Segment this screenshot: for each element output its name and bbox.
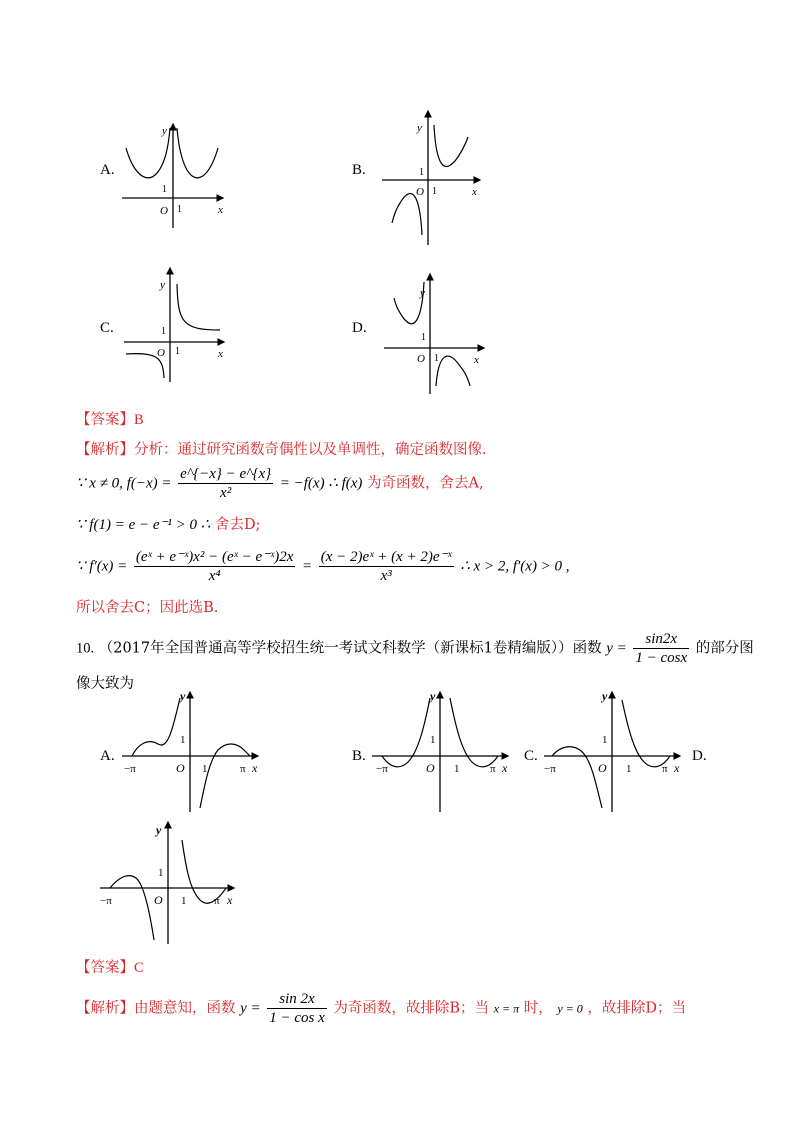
- svg-text:y: y: [156, 823, 162, 837]
- svg-text:x: x: [474, 354, 479, 366]
- svg-text:x: x: [218, 348, 223, 360]
- q9-line3: ∵ f′(x) = $\frac{\text{(eˣ + e⁻ˣ)x² − (eˣ − e⁻ˣ)2x}}{\text{x⁴}}$ = $\frac{\text{(x − 2)eˣ + (x + 2)e⁻ˣ}}{\text{x³}}$ ∴ x > 2, f′(x) > 0 ,: [76, 549, 570, 584]
- svg-text:1: 1: [419, 167, 424, 178]
- q9-line1: ∵ x ≠ 0, f(−x) = $\frac{e\^{}\{-x\} - e\^{}\{x\}}{\text{x²}}$ = −f(x) ∴ f(x) 为奇函数，舍去A,: [76, 466, 484, 501]
- svg-text:1: 1: [602, 734, 608, 746]
- q9-conclusion: 所以舍去C；因此选B.: [76, 600, 219, 616]
- svg-text:x: x: [502, 761, 508, 775]
- svg-text:O: O: [417, 353, 425, 365]
- q10-answer: 【答案】C: [76, 960, 144, 976]
- svg-text:1: 1: [158, 867, 164, 879]
- svg-text:x: x: [252, 761, 258, 775]
- graph-10d: [96, 818, 242, 946]
- svg-text:π: π: [240, 763, 246, 775]
- y-axis-label: y: [162, 125, 167, 137]
- svg-text:y: y: [420, 287, 425, 299]
- svg-text:O: O: [426, 761, 435, 775]
- q10-option-d-label: D.: [692, 748, 707, 764]
- svg-text:x: x: [674, 761, 680, 775]
- q10-stem: 10. （2017年全国普通高等学校招生统一考试文科数学（新课标1卷精编版））函数 y = $\frac{\sin 2x}{1 - \cos x}$ 的部分图: [76, 631, 754, 666]
- svg-text:1: 1: [434, 353, 439, 364]
- svg-text:y: y: [602, 689, 608, 703]
- svg-text:1: 1: [421, 332, 426, 343]
- fraction: $\frac{e\^{}\{-x\} - e\^{}\{x\}}{\text{x²}}$: [180, 466, 272, 501]
- svg-text:1: 1: [430, 734, 436, 746]
- svg-text:π: π: [490, 763, 496, 775]
- svg-text:1: 1: [432, 186, 437, 197]
- option-c-label: C.: [100, 320, 114, 336]
- svg-text:−π: −π: [376, 763, 388, 775]
- svg-text:1: 1: [202, 763, 208, 775]
- svg-text:x: x: [472, 186, 477, 198]
- q9-answer: 【答案】B: [76, 412, 144, 428]
- svg-text:1: 1: [626, 763, 632, 775]
- graph-10a: [118, 688, 268, 814]
- q10-option-b-label: B.: [352, 748, 366, 764]
- x-tick-one: 1: [177, 204, 182, 215]
- svg-text:O: O: [157, 347, 165, 359]
- svg-text:1: 1: [181, 895, 187, 907]
- graph-10c: [540, 688, 690, 814]
- svg-text:−π: −π: [100, 895, 112, 907]
- q9-analysis-intro: 【解析】分析：通过研究函数奇偶性以及单调性，确定函数图像.: [76, 442, 487, 458]
- option-b-label: B.: [352, 162, 366, 178]
- svg-text:1: 1: [454, 763, 460, 775]
- svg-text:1: 1: [175, 346, 180, 357]
- svg-text:O: O: [598, 761, 607, 775]
- q9-line2: ∵ f(1) = e − e⁻¹ > 0 ∴ 舍去D;: [76, 517, 261, 533]
- graph-9a: [118, 118, 228, 230]
- svg-text:−π: −π: [544, 763, 556, 775]
- svg-text:1: 1: [161, 326, 166, 337]
- svg-text:x: x: [227, 893, 233, 907]
- svg-text:π: π: [214, 895, 220, 907]
- q10-option-c-label: C.: [524, 748, 538, 764]
- svg-text:π: π: [662, 763, 668, 775]
- x-axis-label: x: [218, 204, 223, 216]
- graph-9d: [380, 268, 490, 396]
- y-tick-one: 1: [162, 184, 167, 195]
- svg-text:y: y: [180, 689, 186, 703]
- origin-label: O: [160, 205, 168, 217]
- svg-text:O: O: [154, 893, 163, 907]
- svg-text:y: y: [160, 279, 165, 291]
- graph-10b: [368, 688, 518, 814]
- svg-text:y: y: [417, 122, 422, 134]
- graph-9c: [120, 262, 230, 384]
- svg-text:O: O: [416, 186, 424, 198]
- q10-analysis: 【解析】由题意知，函数 y = $\frac{\sin 2x}{\text{1 − cos x}}$ 为奇函数，故排除B；当 x = π 时， y = 0 ，故排除D；当: [76, 991, 686, 1026]
- option-d-label: D.: [352, 320, 367, 336]
- q10-stem-line2: 像大致为: [76, 676, 134, 692]
- svg-text:1: 1: [180, 734, 186, 746]
- q10-option-a-label: A.: [100, 748, 115, 764]
- svg-text:−π: −π: [124, 763, 136, 775]
- graph-9b: [378, 105, 488, 247]
- option-a-label: A.: [100, 162, 115, 178]
- svg-text:y: y: [430, 689, 436, 703]
- svg-text:O: O: [176, 761, 185, 775]
